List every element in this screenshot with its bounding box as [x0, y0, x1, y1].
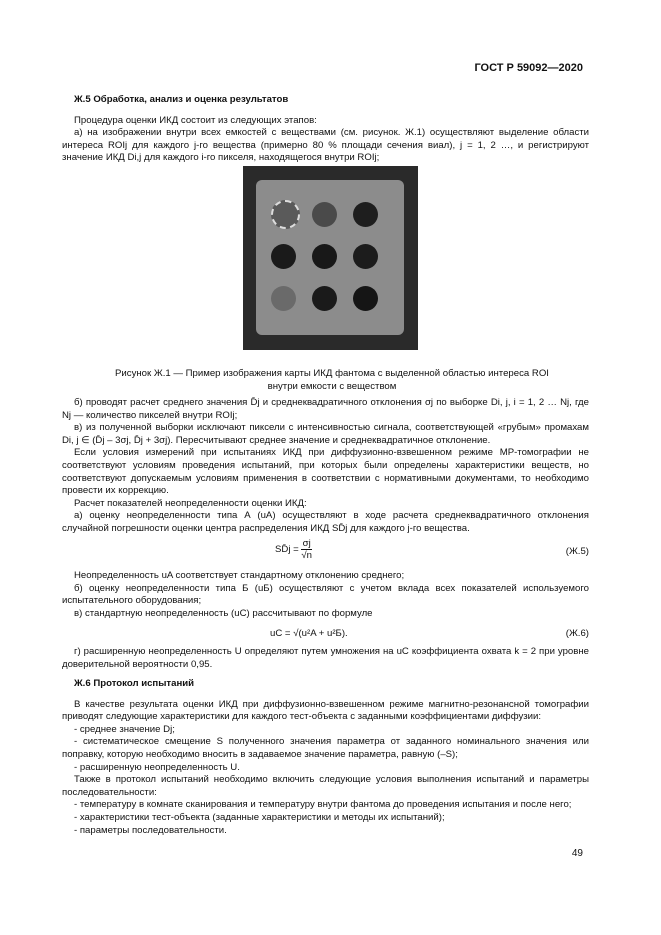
section-j5	[62, 94, 589, 165]
vial	[353, 202, 378, 227]
paragraph: в) из полученной выборки исключают пиксели с интенсивностью сигнала, соответствующей «грубым» промахам Di, j ∈ (D̄j – 3σj, D̄j + 3σj). Пересчитывают среднее значение и среднеквадратичное отклонение.	[62, 422, 589, 446]
caption-line: внутри емкости с веществом	[267, 380, 397, 392]
paragraph: в) стандартную неопределенность (uC) рассчитывают по формуле	[74, 607, 373, 619]
paragraph: а) на изображении внутри всех емкостей с веществами (см. рисунок. Ж.1) осуществляют выделение области интереса ROIj для каждого j-го вещества (примерно 80 % площади сечения виал), j = 1, 2 …, и регистрируют значение ИКД Di,j для каждого i-го пикселя, находящегося внутри ROIj;	[62, 127, 589, 164]
equation-j6: uC = √(u²A + u²Б).	[270, 628, 348, 639]
page-number: 49	[571, 848, 583, 859]
vial	[312, 286, 337, 311]
paragraph: Неопределенность uA соответствует стандартному отклонению среднего;	[74, 570, 405, 581]
list-item: - параметры последовательности.	[74, 824, 227, 836]
adc-phantom-figure	[243, 166, 418, 350]
phantom-plate	[256, 180, 404, 335]
vial	[271, 244, 296, 269]
equation-number: (Ж.5)	[565, 546, 589, 557]
list-item: - систематическое смещение S полученного значения параметра от заданного номинального значения или поправку, которую необходимо вносить в задаваемое значение параметра, равную (–S);	[62, 736, 589, 760]
paragraph: Расчет показателей неопределенности оценки ИКД:	[74, 497, 307, 509]
paragraph: б) проводят расчет среднего значения D̄j и среднеквадратичного отклонения σj по выборке Di, j, i = 1, 2 … Nj, где Nj — количество пикселей внутри ROIj;	[62, 397, 589, 421]
section-title: Ж.6 Протокол испытаний	[74, 678, 195, 689]
vial	[312, 244, 337, 269]
list-item: - характеристики тест-объекта (заданные характеристики и методы их испытаний);	[74, 811, 445, 823]
vial	[312, 202, 337, 227]
fraction	[301, 538, 312, 561]
list-item: - среднее значение Dj;	[74, 723, 175, 735]
paragraph: Процедура оценки ИКД состоит из следующих этапов:	[74, 114, 317, 126]
section-title: Ж.5 Обработка, анализ и оценка результатов	[74, 94, 289, 105]
expanded-block	[62, 646, 589, 671]
paragraph: Если условия измерений при испытаниях ИКД при диффузионно-взвешенном режиме МР-томографии не соответствуют условиям проведения испытаний, при которых были определены характеристики веществ, но соответствуют допускаемым условиям применения в соответствии с нормативными документами, то необходимо провести их коррекцию.	[62, 447, 589, 497]
vial-roi	[271, 200, 300, 229]
standard-header: ГОСТ Р 59092—2020	[474, 62, 583, 74]
vial	[353, 244, 378, 269]
caption-line: Рисунок Ж.1 — Пример изображения карты ИКД фантома с выделенной областью интереса ROI	[115, 368, 549, 379]
section-j6	[62, 678, 589, 837]
paragraph: а) оценку неопределенности типа А (uA) осуществляют в ходе расчета среднеквадратичного отклонения случайной погрешности оценки центра распределения ИКД SD̄j для каждого j-го вещества.	[62, 510, 589, 534]
equation-number: (Ж.6)	[565, 628, 589, 639]
eq-lhs: SD̄j =	[275, 544, 299, 556]
paragraph: В качестве результата оценки ИКД при диффузионно-взвешенном режиме магнитно-резонансной томографии приводят следующие характеристики для каждого тест-объекта с заданными коэффициентами диффузии:	[62, 698, 589, 723]
numerator: σj	[302, 538, 311, 549]
paragraph: Также в протокол испытаний необходимо включить следующие условия выполнения испытаний и параметры последовательности:	[62, 774, 589, 798]
paragraph: б) оценку неопределенности типа Б (uБ) осуществляют с учетом вклада всех показателей используемого испытательного оборудования;	[62, 582, 589, 607]
vial	[353, 286, 378, 311]
denominator: √n	[301, 550, 313, 561]
equation-j5	[275, 538, 312, 561]
figure-caption	[62, 368, 602, 393]
vial	[271, 286, 296, 311]
list-item: - температуру в комнате сканирования и температуру внутри фантома до проведения испытания и после него;	[74, 799, 572, 811]
uncert-block	[62, 570, 589, 620]
paragraph: г) расширенную неопределенность U определяют путем умножения на uC коэффициента охвата k = 2 при уровне доверительной вероятности 0,95.	[62, 646, 589, 670]
list-item: - расширенную неопределенность U.	[74, 761, 240, 773]
steps-block	[62, 397, 589, 536]
